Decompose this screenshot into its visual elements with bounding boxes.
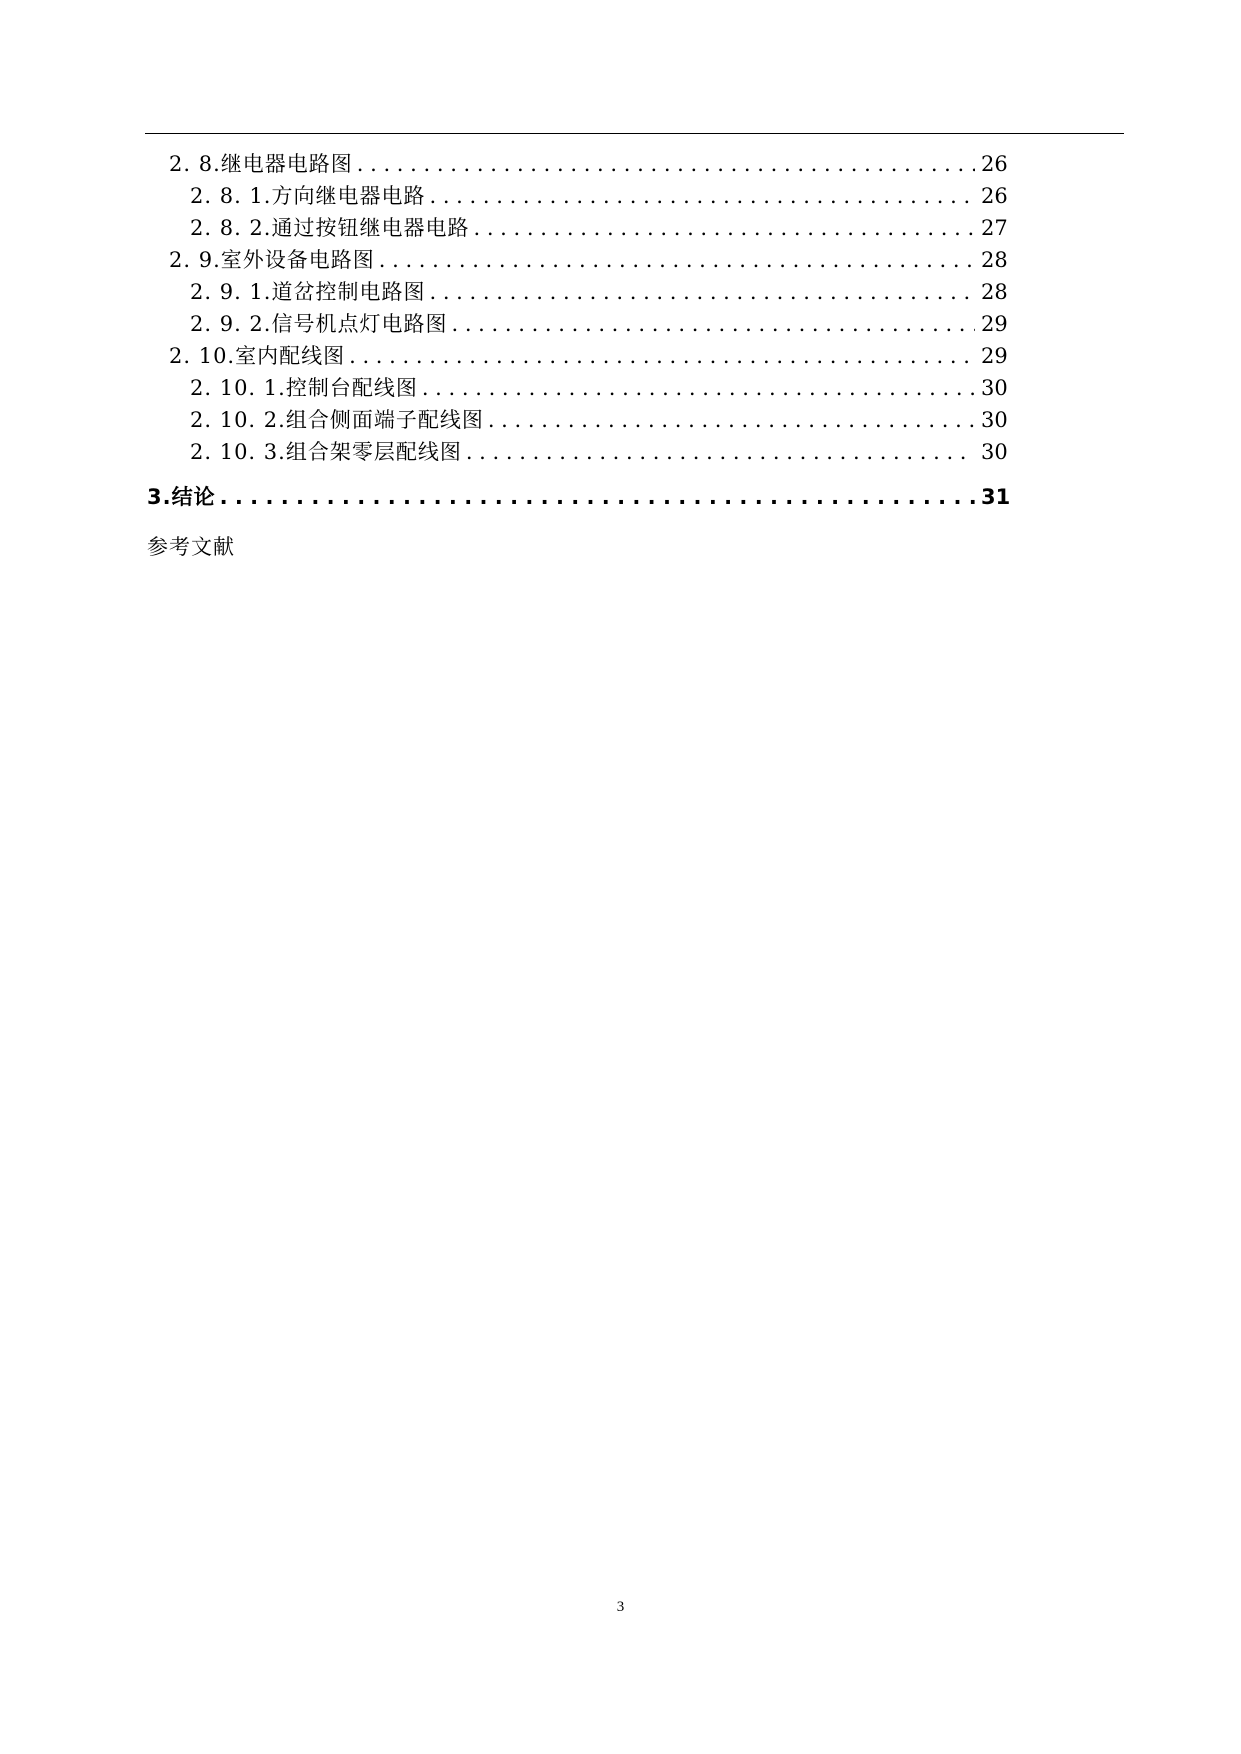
header-rule [145, 133, 1124, 134]
toc-entry-number: 2. 10. 2. [190, 408, 286, 432]
toc-entry-3[interactable] [147, 482, 1011, 512]
toc-entry-page: 31 [981, 485, 1011, 509]
dot-leader [466, 437, 975, 467]
dot-leader [349, 341, 975, 371]
toc-entry-number: 2. 8. 1. [190, 184, 272, 208]
toc-entry-title: 组合架零层配线图 [285, 440, 462, 464]
toc-entry-page: 30 [981, 408, 1008, 432]
dot-leader [422, 373, 975, 403]
toc-entry-2-9[interactable] [169, 245, 1007, 275]
dot-leader [473, 213, 975, 243]
toc-entry-page: 28 [981, 280, 1008, 304]
toc-entry-page: 28 [981, 248, 1008, 272]
toc-entry-title: 道岔控制电路图 [271, 280, 426, 304]
toc-entry-number: 2. 8. [169, 152, 221, 176]
page-number: 3 [616, 1599, 625, 1615]
toc-entry-page: 26 [981, 152, 1008, 176]
toc-entry-2-10-2[interactable] [190, 405, 1007, 435]
toc-entry-page: 30 [981, 440, 1008, 464]
references-heading[interactable]: 参考文献 [147, 535, 235, 559]
dot-leader [488, 405, 975, 435]
dot-leader [220, 482, 975, 512]
toc-entry-title: 室内配线图 [235, 344, 346, 368]
toc-entry-number: 2. 9. [169, 248, 221, 272]
dot-leader [357, 149, 975, 179]
toc-entry-title: 继电器电路图 [220, 152, 353, 176]
toc-entry-2-8[interactable] [169, 149, 1007, 179]
toc-entry-number: 2. 10. [169, 344, 236, 368]
toc-entry-page: 30 [981, 376, 1008, 400]
toc-entry-2-9-2[interactable] [190, 309, 1007, 339]
toc-entry-title: 通过按钮继电器电路 [271, 216, 470, 240]
toc-entry-number: 2. 9. 1. [190, 280, 272, 304]
toc-entry-number: 2. 8. 2. [190, 216, 272, 240]
toc-entry-page: 29 [981, 312, 1008, 336]
toc-entry-title: 控制台配线图 [285, 376, 418, 400]
toc-entry-title: 方向继电器电路 [271, 184, 426, 208]
toc-entry-number: 2. 10. 1. [190, 376, 286, 400]
toc-entry-page: 26 [981, 184, 1008, 208]
toc-entry-title: 结论 [171, 485, 216, 509]
dot-leader [429, 277, 975, 307]
dot-leader [379, 245, 975, 275]
toc-entry-2-9-1[interactable] [190, 277, 1007, 307]
dot-leader [451, 309, 975, 339]
toc-entry-2-10-3[interactable] [190, 437, 1007, 467]
toc-entry-title: 组合侧面端子配线图 [285, 408, 484, 432]
dot-leader [429, 181, 975, 211]
toc-entry-title: 室外设备电路图 [220, 248, 375, 272]
toc-entry-title: 信号机点灯电路图 [271, 312, 448, 336]
toc-entry-2-10[interactable] [169, 341, 1007, 371]
toc-entry-2-8-1[interactable] [190, 181, 1007, 211]
toc-entry-2-8-2[interactable] [190, 213, 1007, 243]
toc-entry-2-10-1[interactable] [190, 373, 1007, 403]
toc-entry-number: 2. 9. 2. [190, 312, 272, 336]
toc-entry-number: 3. [147, 485, 172, 509]
toc-entry-page: 27 [981, 216, 1008, 240]
toc-entry-page: 29 [981, 344, 1008, 368]
toc-entry-number: 2. 10. 3. [190, 440, 286, 464]
